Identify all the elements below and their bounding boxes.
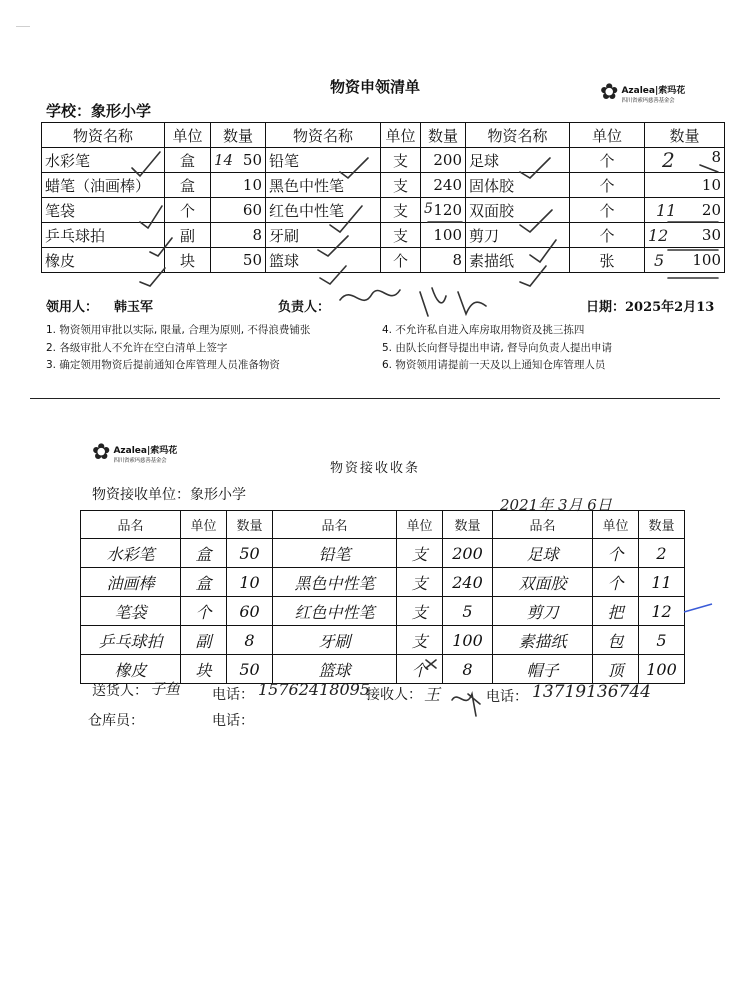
item-unit: 个: [570, 223, 645, 248]
header-cell: 数量: [227, 511, 273, 539]
item-name: 剪刀: [466, 223, 570, 248]
item-name: 篮球: [266, 248, 381, 273]
receipt-cell: 支: [397, 568, 443, 597]
receiving-unit: 物资接收单位：象形小学: [92, 487, 246, 503]
header-cell: 数量: [645, 123, 725, 148]
handwritten-note: 5: [424, 201, 433, 217]
item-unit: 盒: [165, 148, 211, 173]
receipt-cell: 篮球: [273, 655, 397, 684]
item-name: 双面胶: [466, 198, 570, 223]
table-row: [42, 148, 725, 173]
receipt-cell: 支: [397, 597, 443, 626]
receipt-cell: 支: [397, 539, 443, 568]
header-cell: 单位: [593, 511, 639, 539]
handwritten-note: 12: [648, 225, 669, 245]
warehouse-phone-label: 电话：: [212, 713, 254, 729]
logo-subtitle: 四川省索玛慈善基金会: [621, 97, 675, 104]
item-qty: 100: [421, 223, 466, 248]
receipt-cell: 10: [227, 568, 273, 597]
item-name: 足球: [466, 148, 570, 173]
item-unit: 支: [381, 223, 421, 248]
receipt-cell: 黑色中性笔: [273, 568, 397, 597]
receipt-cell: 2: [639, 539, 685, 568]
receipt-cell: 顶: [593, 655, 639, 684]
item-unit: 个: [570, 173, 645, 198]
rule-item: 4. 不允许私自进入库房取用物资及挑三拣四: [382, 324, 585, 336]
item-unit: 个: [570, 198, 645, 223]
table-row: [42, 198, 725, 223]
receipt-cell: 盒: [181, 539, 227, 568]
item-unit: 块: [165, 248, 211, 273]
item-name: 固体胶: [466, 173, 570, 198]
item-unit: 支: [381, 148, 421, 173]
header-cell: 单位: [165, 123, 211, 148]
receipt-title: 物资接收收条: [329, 461, 420, 476]
receiver-label: 领用人：: [46, 300, 99, 315]
header-cell: 单位: [570, 123, 645, 148]
item-name: 黑色中性笔: [266, 173, 381, 198]
item-qty: 10: [645, 173, 725, 198]
receipt-cell: 个: [593, 568, 639, 597]
sender-phone: 15762418095: [258, 680, 370, 699]
receipt-cell: 足球: [493, 539, 593, 568]
recipient-name: 王: [424, 685, 441, 704]
receipt-cell: 8: [227, 626, 273, 655]
header-cell: 物资名称: [266, 123, 381, 148]
receipt-cell: 帽子: [493, 655, 593, 684]
header-cell: 品名: [81, 511, 181, 539]
table-row: [81, 626, 685, 655]
rule-item: 3. 确定领用物资后提前通知仓库管理人员准备物资: [46, 359, 280, 371]
receipt-cell: 把: [593, 597, 639, 626]
item-name: 牙刷: [266, 223, 381, 248]
rule-item: 1. 物资领用审批以实际, 限量, 合理为原则, 不得浪费铺张: [46, 324, 311, 336]
header-cell: 物资名称: [42, 123, 165, 148]
receipt-cell: 剪刀: [493, 597, 593, 626]
item-qty: 200: [421, 148, 466, 173]
receipt-table: [80, 510, 685, 684]
item-qty: 14 50: [211, 148, 266, 173]
header-cell: 单位: [381, 123, 421, 148]
receipt-cell: 油画棒: [81, 568, 181, 597]
header-cell: 数量: [639, 511, 685, 539]
item-qty: 240: [421, 173, 466, 198]
receipt-cell: 素描纸: [493, 626, 593, 655]
responsible-label: 负责人：: [278, 300, 331, 315]
recipient-phone: 13719136744: [532, 682, 651, 702]
item-name: 水彩笔: [42, 148, 165, 173]
handwritten-note: 5: [654, 250, 665, 270]
logo: [600, 82, 685, 104]
sheet-edge: [30, 398, 720, 399]
header-cell: 数量: [443, 511, 493, 539]
item-name: 铅笔: [266, 148, 381, 173]
table-row: [42, 223, 725, 248]
receipt-cell: 100: [639, 655, 685, 684]
receipt-cell: 笔袋: [81, 597, 181, 626]
table-row: [42, 248, 725, 273]
receipt-cell: 个: [397, 655, 443, 684]
item-unit: 副: [165, 223, 211, 248]
requisition-title: 物资申领清单: [329, 78, 420, 96]
table-row: [42, 173, 725, 198]
header-cell: 物资名称: [466, 123, 570, 148]
item-qty: 5 100: [645, 248, 725, 273]
school-name: 学校：象形小学: [46, 102, 152, 120]
receipt-cell: 水彩笔: [81, 539, 181, 568]
header-cell: 单位: [181, 511, 227, 539]
item-qty: 50: [211, 248, 266, 273]
receipt-cell: 8: [443, 655, 493, 684]
item-qty: 10: [211, 173, 266, 198]
item-unit: 个: [570, 148, 645, 173]
item-unit: 个: [381, 248, 421, 273]
item-qty: 2 8: [645, 148, 725, 173]
receipt-cell: 200: [443, 539, 493, 568]
item-name: 蜡笔（油画棒）: [42, 173, 165, 198]
header-cell: 单位: [397, 511, 443, 539]
item-name: 素描纸: [466, 248, 570, 273]
receipt-cell: 5: [639, 626, 685, 655]
receipt-cell: 60: [227, 597, 273, 626]
receipt-cell: 50: [227, 539, 273, 568]
header-cell: 数量: [211, 123, 266, 148]
item-unit: 支: [381, 173, 421, 198]
receipt-cell: 盒: [181, 568, 227, 597]
item-qty: 8: [421, 248, 466, 273]
receipt-date: 2021年 3月 6日: [500, 496, 612, 514]
header-cell: 品名: [493, 511, 593, 539]
handwritten-note: 2: [662, 148, 675, 172]
rule-item: 5. 由队长向督导提出申请, 督导向负责人提出申请: [382, 342, 613, 354]
item-name: 红色中性笔: [266, 198, 381, 223]
handwritten-note: 11: [656, 200, 677, 220]
item-qty: 11 20: [645, 198, 725, 223]
table-row: [81, 568, 685, 597]
sender-phone-label: 电话：: [212, 687, 254, 703]
receipt-cell: 11: [639, 568, 685, 597]
receipt-cell: 乒乓球拍: [81, 626, 181, 655]
handwritten-note: 14: [214, 151, 234, 169]
item-qty: 5 120: [421, 198, 466, 223]
receipt-cell: 橡皮: [81, 655, 181, 684]
receipt-cell: 块: [181, 655, 227, 684]
logo-subtitle: 四川省索玛慈善基金会: [113, 457, 167, 464]
requisition-header-row: [42, 123, 725, 148]
receipt-cell: 铅笔: [273, 539, 397, 568]
logo-name: Azalea|索玛花: [113, 445, 178, 456]
receipt-cell: 牙刷: [273, 626, 397, 655]
receipt-cell: 个: [181, 597, 227, 626]
item-qty: 8: [211, 223, 266, 248]
receipt-cell: 12: [639, 597, 685, 626]
warehouse-label: 仓库员：: [88, 713, 144, 729]
receipt-cell: 包: [593, 626, 639, 655]
item-unit: 盒: [165, 173, 211, 198]
date-label: 日期：2025年2月13: [586, 300, 715, 315]
requisition-table: [41, 122, 725, 273]
header-cell: 数量: [421, 123, 466, 148]
azalea-flower-icon: ✿: [92, 440, 111, 465]
sender-name: 子鱼: [150, 680, 181, 698]
receipt-cell: 240: [443, 568, 493, 597]
item-unit: 个: [165, 198, 211, 223]
table-row: [81, 597, 685, 626]
recipient-label: 接收人：: [366, 687, 422, 703]
rule-item: 6. 物资领用请提前一天及以上通知仓库管理人员: [382, 359, 606, 371]
item-unit: 张: [570, 248, 645, 273]
receiver-name: 韩玉军: [114, 300, 154, 315]
recipient-phone-label: 电话：: [486, 689, 528, 705]
receipt-cell: 5: [443, 597, 493, 626]
item-unit: 支: [381, 198, 421, 223]
item-name: 笔袋: [42, 198, 165, 223]
item-qty: 12 30: [645, 223, 725, 248]
receipt-cell: 个: [593, 539, 639, 568]
receipt-header-row: [81, 511, 685, 539]
receipt-cell: 100: [443, 626, 493, 655]
receipt-cell: 副: [181, 626, 227, 655]
item-name: 橡皮: [42, 248, 165, 273]
azalea-flower-icon: ✿: [600, 80, 619, 105]
receipt-cell: 50: [227, 655, 273, 684]
item-qty: 60: [211, 198, 266, 223]
item-name: 乒乓球拍: [42, 223, 165, 248]
sender-label: 送货人：: [92, 683, 148, 699]
receipt-cell: 红色中性笔: [273, 597, 397, 626]
logo-name: Azalea|索玛花: [621, 85, 686, 96]
recipient-signature: [452, 694, 480, 716]
header-cell: 品名: [273, 511, 397, 539]
receipt-cell: 支: [397, 626, 443, 655]
blue-pen-mark: [684, 604, 712, 612]
rule-item: 2. 各级审批人不允许在空白清单上签字: [46, 342, 228, 354]
receipt-cell: 双面胶: [493, 568, 593, 597]
table-row: [81, 539, 685, 568]
